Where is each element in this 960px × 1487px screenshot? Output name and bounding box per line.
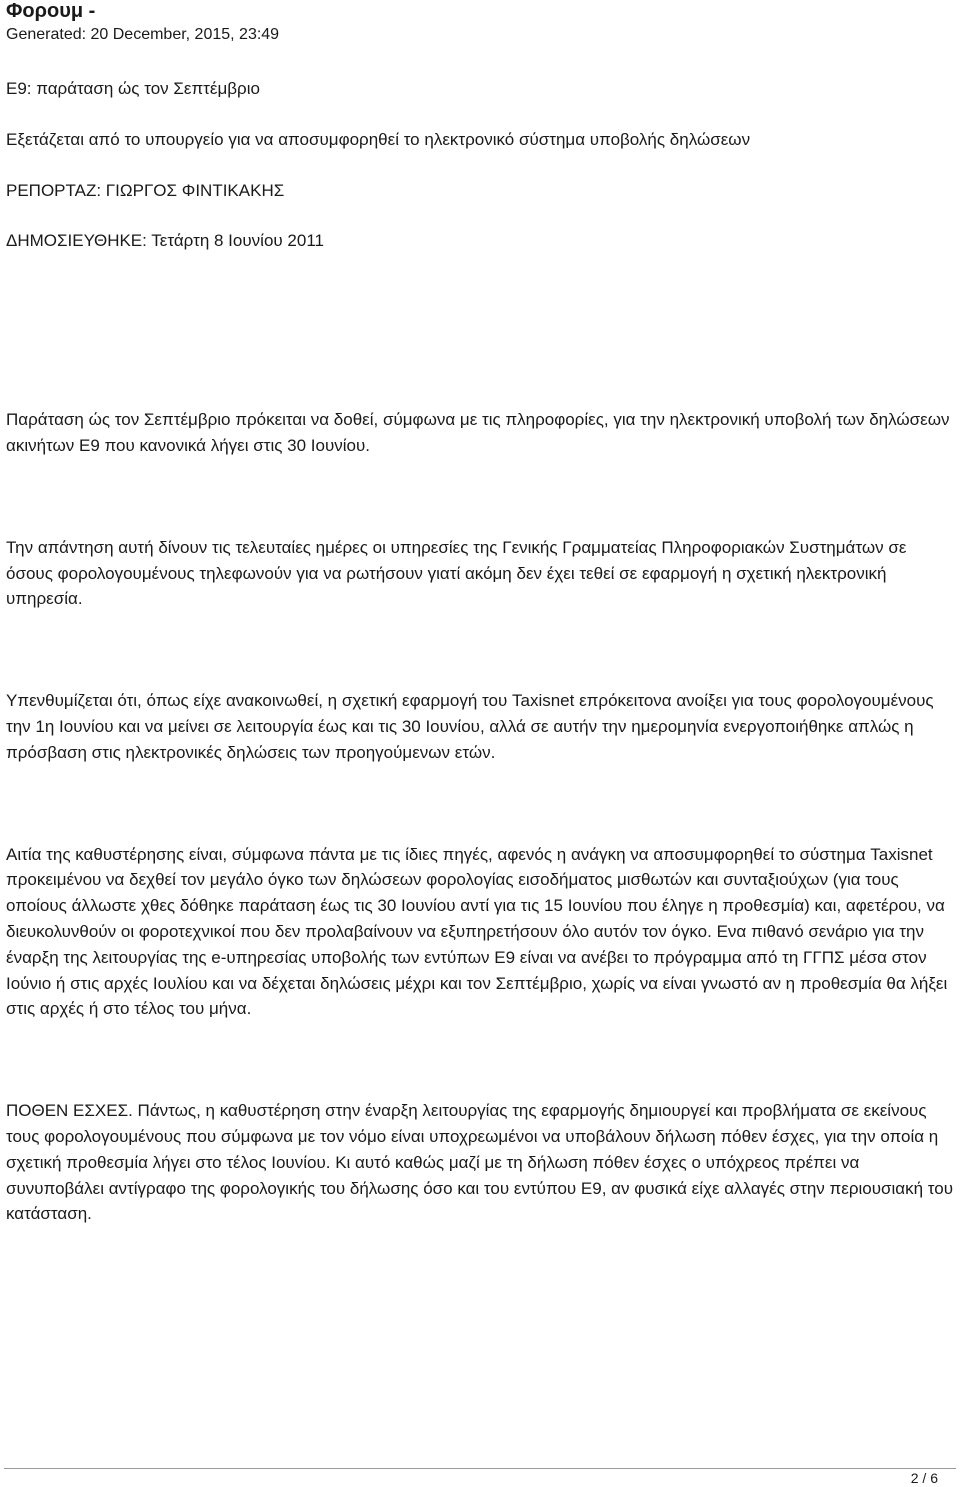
- generated-timestamp: Generated: 20 December, 2015, 23:49: [6, 26, 280, 43]
- page-header: [6, 0, 279, 46]
- paragraph-5: ΠΟΘΕΝ ΕΣΧΕΣ. Πάντως, η καθυστέρηση στην έναρξη λειτουργίας της εφαρμογής δημιουργεί και προβλήματα σε εκείνους τους φορολογουμένους που σύμφωνα με τον νόμο είναι υποχρεωμένοι να υποβάλουν δήλωση πόθεν έσχες, για την οποία η σχετική προθεσμία λήγει στο τέλος Ιουνίου. Κι αυτό καθώς μαζί με τη δήλωση πόθεν έσχες ο υπόχρεος πρέπει να συνυποβάλει αντίγραφο της φορολογικής του δήλωσης όσο και του εντύπου Ε9, αν φυσικά είχε αλλαγές στην περιουσιακή του κατάσταση.: [6, 1101, 954, 1224]
- footer-divider: [4, 1468, 956, 1469]
- article-subtitle: Εξετάζεται από το υπουργείο για να αποσυμφορηθεί το ηλεκτρονικό σύστημα υποβολής δηλώσεων: [6, 129, 751, 149]
- paragraph-1: Παράταση ώς τον Σεπτέμβριο πρόκειται να δοθεί, σύμφωνα με τις πληροφορίες, για την ηλεκτρονική υποβολή των δηλώσεων ακινήτων Ε9 που κανονικά λήγει στις 30 Ιουνίου.: [6, 410, 950, 455]
- site-title: Φορουμ -: [6, 0, 96, 22]
- article-reporter: ΡΕΠΟΡΤΑΖ: ΓΙΩΡΓΟΣ ΦΙΝΤΙΚΑΚΗΣ: [6, 180, 285, 200]
- article-body: [6, 76, 954, 1227]
- paragraph-2: Την απάντηση αυτή δίνουν τις τελευταίες ημέρες οι υπηρεσίες της Γενικής Γραμματείας Πληροφοριακών Συστημάτων σε όσους φορολογουμένους τηλεφωνούν για να ρωτήσουν γιατί ακόμη δεν έχει τεθεί σε εφαρμογή η σχετική ηλεκτρονική υπηρεσία.: [6, 537, 907, 609]
- page-number: 2 / 6: [910, 1470, 938, 1486]
- paragraph-4: Αιτία της καθυστέρησης είναι, σύμφωνα πάντα με τις ίδιες πηγές, αφενός η ανάγκη να αποσυμφορηθεί το σύστημα Taxisnet προκειμένου να δεχθεί τον μεγάλο όγκο των δηλώσεων φορολογίας εισοδήματος μισθωτών και συνταξιούχων (για τους οποίους άλλωστε χθες δόθηκε παράταση έως τις 30 Ιουνίου αντί για τις 15 Ιουνίου που έληγε η προθεσμία) και, αφετέρου, να διευκολυνθούν οι φοροτεχνικοί που δεν προλαβαίνουν να εξυπηρετήσουν όλο αυτόν τον όγκο. Ενα πιθανό σενάριο για την έναρξη της λειτουργίας της e-υπηρεσίας υποβολής των εντύπων Ε9 είναι να ανέβει το πρόγραμμα από τη ΓΓΠΣ μέσα στον Ιούνιο ή στις αρχές Ιουλίου και να δέχεται δηλώσεις μέχρι και τον Σεπτέμβριο, χωρίς να είναι γνωστό αν η προθεσμία θα λήξει στις αρχές ή στο τέλος του μήνα.: [6, 844, 948, 1019]
- article-title: Ε9: παράταση ώς τον Σεπτέμβριο: [6, 79, 260, 98]
- paragraph-3: Υπενθυμίζεται ότι, όπως είχε ανακοινωθεί, η σχετική εφαρμογή του Taxisnet επρόκειτονα ανοίξει για τους φορολογουμένους την 1η Ιουνίου και να μείνει σε λειτουργία έως και τις 30 Ιουνίου, αλλά σε αυτήν την ημερομηνία ενεργοποιήθηκε απλώς η πρόσβαση στις ηλεκτρονικές δηλώσεις των προηγούμενων ετών.: [6, 691, 934, 762]
- article-published-date: ΔΗΜΟΣΙΕΥΘΗΚΕ: Τετάρτη 8 Ιουνίου 2011: [6, 231, 324, 251]
